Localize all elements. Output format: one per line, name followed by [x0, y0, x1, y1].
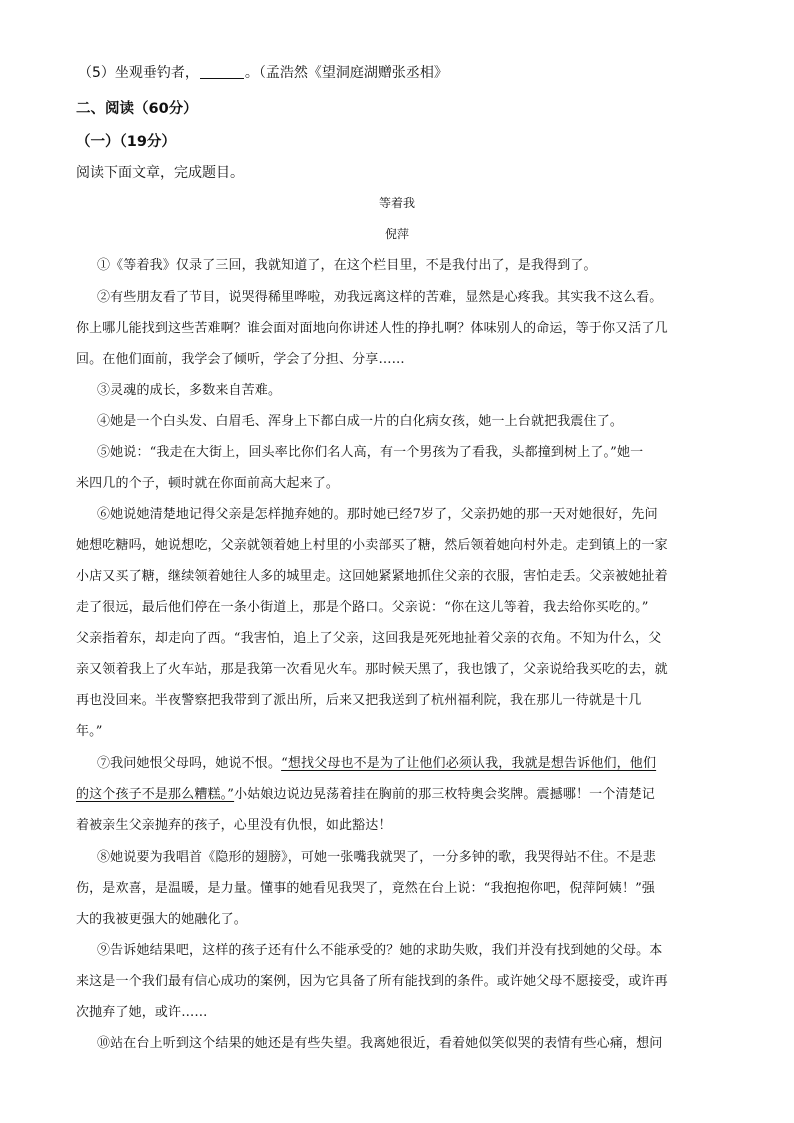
question-5-text-after: 。（孟浩然《望洞庭湖赠张丞相》 — [244, 65, 448, 81]
article-line: 回。在他们面前，我学会了倾听，学会了分担、分享…… — [76, 352, 405, 367]
article-line: 她想吃糖吗，她说想吃，父亲就领着她上村里的小卖部买了糖，然后领着她向村外走。走到镇上的一家 — [76, 538, 668, 553]
article-line: 你上哪儿能找到这些苦难啊？谁会面对面地向你讲述人性的挣扎啊？体味别人的命运，等于你又活了几 — [76, 321, 668, 336]
paragraph-7-plain: 小姑娘边说边晃荡着挂在胸前的那三枚特奥会奖牌。震撼哪！一个清楚记 — [234, 787, 655, 802]
article-line: ②有些朋友看了节目，说哭得稀里哗啦，劝我远离这样的苦难，显然是心疼我。其实我不这么看。 — [97, 290, 663, 305]
article-line: 米四几的个子，顿时就在你面前高大起来了。 — [76, 476, 340, 491]
article-line: 来这是一个我们最有信心成功的案例，因为它具备了所有能找到的条件。或许她父母不愿接受，或许再 — [76, 974, 668, 989]
article-line — [76, 783, 655, 802]
paragraph-7-plain: ⑦我问她恨父母吗，她说不恨。 — [97, 756, 282, 771]
article-line: 次抛弃了她，或许…… — [76, 1005, 208, 1020]
section-heading: 二、阅读（60分） — [76, 101, 198, 117]
subsection-heading: （一）（19分） — [76, 134, 176, 150]
article-line: ⑤她说：“我走在大街上，回头率比你们名人高，有一个男孩为了看我，头都撞到树上了。”她一 — [97, 445, 644, 460]
article-line: ⑨告诉她结果吧，这样的孩子还有什么不能承受的？她的求助失败，我们并没有找到她的父母。本 — [97, 943, 663, 958]
article-line: ③灵魂的成长，多数来自苦难。 — [97, 383, 282, 398]
underlined-sentence: “想找父母也不是为了让他们必须认我，我就是想告诉他们，他们 — [281, 756, 657, 771]
article-author: 倪萍 — [384, 227, 409, 241]
answer-blank[interactable] — [200, 64, 244, 79]
article-line: 父亲指着东，却走向了西。“我害怕，追上了父亲，这回我是死死地扯着父亲的衣角。不知为什么，父 — [76, 631, 662, 646]
article-line: ①《等着我》仅录了三回，我就知道了，在这个栏目里，不是我付出了，是我得到了。 — [97, 258, 597, 273]
article-line: 亲又领着我上了火车站，那是我第一次看见火车。那时候天黑了，我也饿了，父亲说给我买吃的去，就 — [76, 662, 668, 677]
underlined-sentence: 的这个孩子不是那么糟糕。” — [76, 787, 235, 802]
article-line — [97, 752, 656, 771]
article-line: 年。” — [76, 724, 103, 739]
article-line: 再也没回来。半夜警察把我带到了派出所，后来又把我送到了杭州福利院，我在那儿一待就是十几 — [76, 693, 642, 708]
article-line: 小店又买了糖，继续领着她往人多的城里走。这回她紧紧地抓住父亲的衣服，害怕走丢。父亲被她扯着 — [76, 569, 668, 584]
question-5-text-before: （5）坐观垂钓者， — [78, 65, 199, 81]
article-line: ⑩站在台上听到这个结果的她还是有些失望。我离她很近，看着她似笑似哭的表情有些心痛，想问 — [97, 1036, 663, 1051]
article-line: 大的我被更强大的她融化了。 — [76, 912, 247, 927]
instruction-text: 阅读下面文章，完成题目。 — [76, 165, 244, 181]
article-line: 着被亲生父亲抛弃的孩子，心里没有仇恨，如此豁达！ — [76, 818, 392, 833]
article-title: 等着我 — [378, 196, 415, 210]
article-line: ⑧她说要为我唱首《隐形的翅膀》，可她一张嘴我就哭了，一分多钟的歌，我哭得站不住。不是悲 — [97, 850, 656, 865]
article-line: 走了很远，最后他们停在一条小街道上，那是个路口。父亲说：“你在这儿等着，我去给你买吃的。” — [76, 600, 649, 615]
article-line: 伤，是欢喜，是温暖，是力量。懂事的她看见我哭了，竟然在台上说：“我抱抱你吧，倪萍阿姨！”强 — [76, 881, 656, 896]
article-line: ④她是一个白头发、白眉毛、浑身上下都白成一片的白化病女孩，她一上台就把我震住了。 — [97, 414, 624, 429]
question-5 — [78, 62, 448, 82]
article-line: ⑥她说她清楚地记得父亲是怎样抛弃她的。那时她已经7岁了，父亲扔她的那一天对她很好，先问 — [97, 507, 658, 522]
